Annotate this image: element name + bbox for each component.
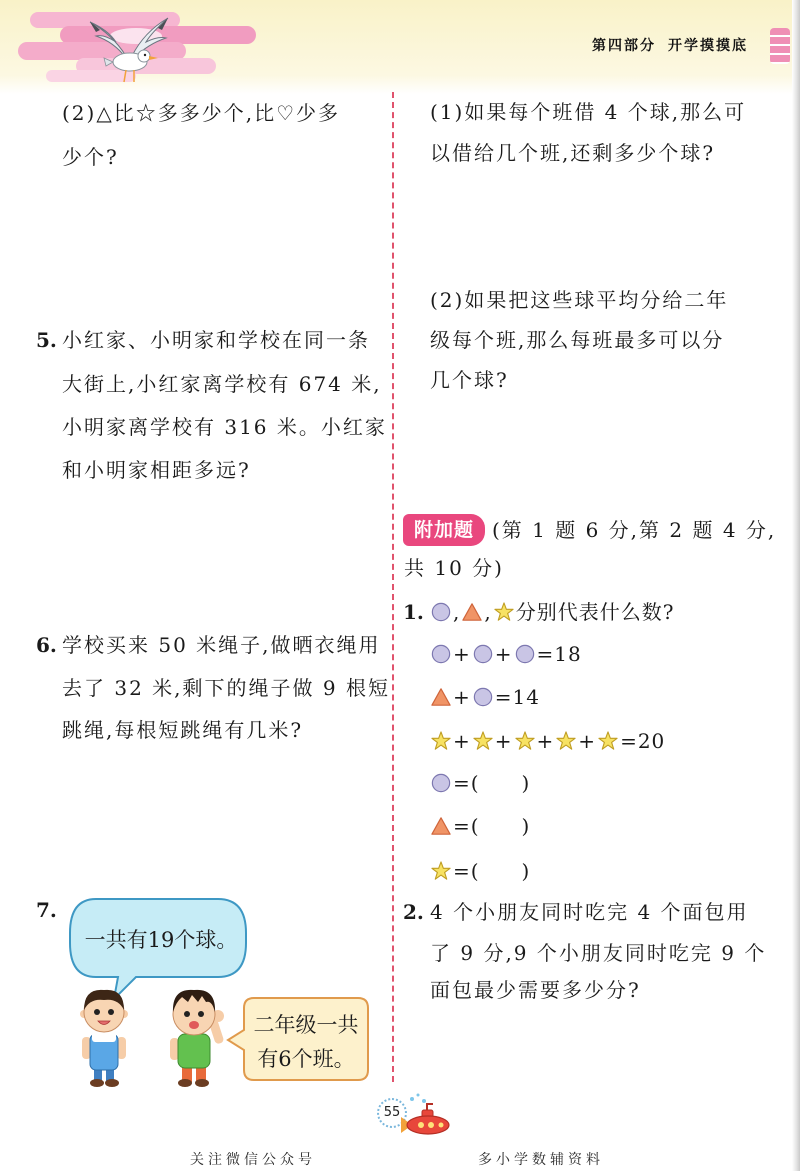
bubble-balls-text: 一共有19个球。 (84, 928, 238, 952)
extra-q2-line: 了 9 分,9 个小朋友同时吃完 9 个 (430, 941, 767, 965)
star-icon (431, 731, 451, 751)
q5-number: 5. (36, 328, 57, 352)
section-title: 开学摸摸底 (668, 38, 748, 54)
footer-watermark-left: 关注微信公众号 (190, 1152, 316, 1168)
q7-part2-line: (2)如果把这些球平均分给二年 (430, 288, 729, 312)
q4-part2-line: (2)△比☆多多少个,比♡少多 (62, 101, 340, 125)
q7-part1-line: 以借给几个班,还剩多少个球? (430, 141, 716, 165)
extra-q1-equation (430, 684, 541, 710)
equation-text: =20 (620, 729, 666, 753)
equation-text: =14 (494, 685, 540, 709)
extra-q1-equation (430, 728, 666, 754)
equation-text: =( ) (453, 859, 531, 883)
extra-score-line: 共 10 分) (404, 556, 504, 580)
column-divider (392, 92, 394, 1082)
circle-icon (431, 602, 451, 622)
q7-part2-line: 级每个班,那么每班最多可以分 (430, 328, 725, 352)
bubble-classes-text: 二年级一共有6个班。 (253, 1013, 359, 1071)
q7-number: 7. (36, 898, 57, 922)
extra-q2-line: 面包最少需要多少分? (430, 978, 641, 1002)
q5-line: 小明家离学校有 316 米。小红家 (62, 415, 387, 439)
q5-line: 小红家、小明家和学校在同一条 (62, 328, 370, 352)
equation-text: + (536, 729, 555, 753)
equation-text: + (453, 685, 471, 709)
q6-line: 跳绳,每根短跳绳有几米? (62, 718, 304, 742)
extra-score-line: (第 1 题 6 分,第 2 题 4 分, (492, 518, 777, 542)
submarine-icon (400, 1092, 452, 1138)
page-number: 55 (377, 1098, 407, 1128)
triangle-icon (431, 687, 451, 707)
star-icon (598, 731, 618, 751)
star-icon (556, 731, 576, 751)
extra-q1-number: 1. (403, 600, 424, 624)
circle-icon (431, 773, 451, 793)
star-icon (473, 731, 493, 751)
extra-q1-question (430, 599, 675, 625)
circle-icon (473, 687, 493, 707)
q5-line: 和小明家相距多远? (62, 458, 251, 482)
q6-line: 学校买来 50 米绳子,做晒衣绳用 (62, 633, 381, 657)
extra-q1-answer (430, 858, 531, 884)
section-label: 第四部分 (592, 38, 656, 54)
q4-part2-line: 少个? (62, 145, 119, 169)
equation-text: =18 (536, 642, 582, 666)
section-tab-marker (770, 28, 790, 64)
extra-q2-line: 4 个小朋友同时吃完 4 个面包用 (430, 900, 749, 924)
equation-text: =( ) (453, 771, 531, 795)
circle-icon (473, 644, 493, 664)
seagull-illustration (82, 12, 174, 92)
star-icon (494, 602, 514, 622)
footer-watermark-right: 多小学数辅资料 (478, 1152, 604, 1168)
star-icon (431, 861, 451, 881)
extra-q1-answer (430, 813, 531, 839)
children-illustration (66, 982, 242, 1090)
equation-text: , (484, 600, 492, 624)
extra-q2-number: 2. (403, 900, 424, 924)
equation-text: + (453, 729, 471, 753)
extra-questions-tag: 附加题 (403, 514, 485, 546)
equation-text: =( ) (453, 814, 531, 838)
equation-text: + (578, 729, 597, 753)
scan-edge (792, 0, 800, 1171)
q5-line: 大街上,小红家离学校有 674 米, (62, 372, 382, 396)
circle-icon (515, 644, 535, 664)
q7-part2-line: 几个球? (430, 368, 509, 392)
extra-q1-answer (430, 770, 531, 796)
star-icon (515, 731, 535, 751)
q7-part1-line: (1)如果每个班借 4 个球,那么可 (430, 100, 747, 124)
equation-text: 分别代表什么数? (515, 600, 675, 624)
extra-q1-equation (430, 641, 583, 667)
circle-icon (431, 644, 451, 664)
equation-text: + (453, 642, 471, 666)
triangle-icon (431, 816, 451, 836)
equation-text: + (494, 642, 513, 666)
triangle-icon (462, 602, 482, 622)
equation-text: , (453, 600, 461, 624)
equation-text: + (494, 729, 513, 753)
q6-number: 6. (36, 633, 57, 657)
q6-line: 去了 32 米,剩下的绳子做 9 根短 (62, 676, 390, 700)
